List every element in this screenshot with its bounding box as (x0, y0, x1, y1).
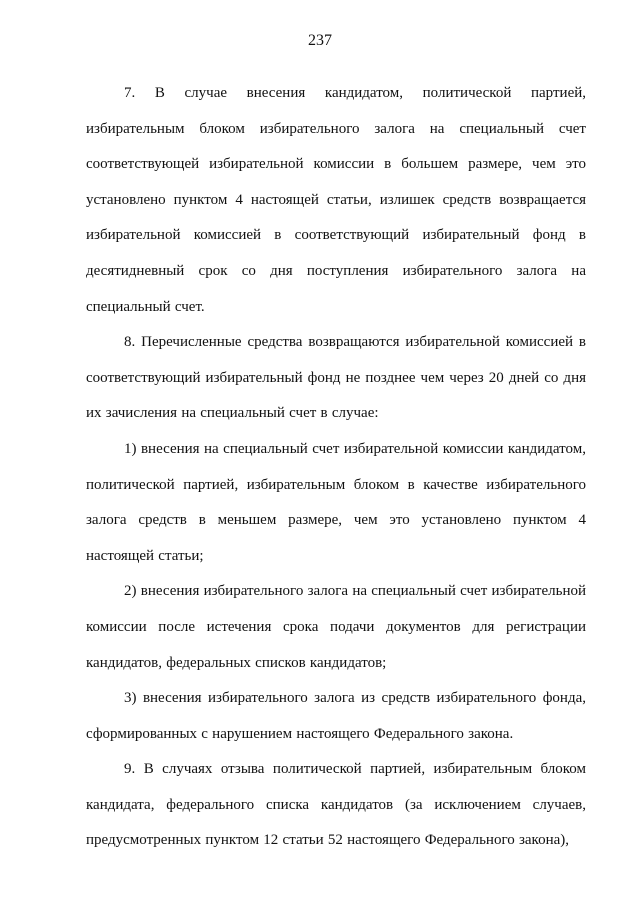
list-item-2: 2) внесения избирательного залога на специальный счет избирательной комиссии после истечения срока подачи документов для регистрации кандидатов, федеральных списков кандидатов; (86, 583, 586, 671)
paragraph-7: 7. В случае внесения кандидатом, политической партией, избирательным блоком избирательного залога на специальный счет соответствующей избирательной комиссии в большем размере, чем это установлено пунктом 4 настоящей статьи, излишек средств возвращается избирательной комиссией в соответствующий избирательный фонд в десятидневный срок со дня поступления избирательного залога на специальный счет. (86, 85, 586, 315)
paragraph-8: 8. Перечисленные средства возвращаются избирательной комиссией в соответствующий избирательный фонд не позднее чем через 20 дней со дня их зачисления на специальный счет в случае: (86, 334, 586, 422)
document-body (86, 76, 586, 859)
list-item-3: 3) внесения избирательного залога из средств избирательного фонда, сформированных с нарушением настоящего Федерального закона. (86, 690, 586, 742)
list-item-1: 1) внесения на специальный счет избирательной комиссии кандидатом, политической партией, избирательным блоком в качестве избирательного залога средств в меньшем размере, чем это установлено пунктом 4 настоящей статьи; (86, 440, 586, 564)
paragraph-9: 9. В случаях отзыва политической партией, избирательным блоком кандидата, федерального списка кандидатов (за исключением случаев, предусмотренных пунктом 12 статьи 52 настоящего Федерального закона), (86, 761, 586, 849)
page-number: 237 (308, 32, 332, 49)
